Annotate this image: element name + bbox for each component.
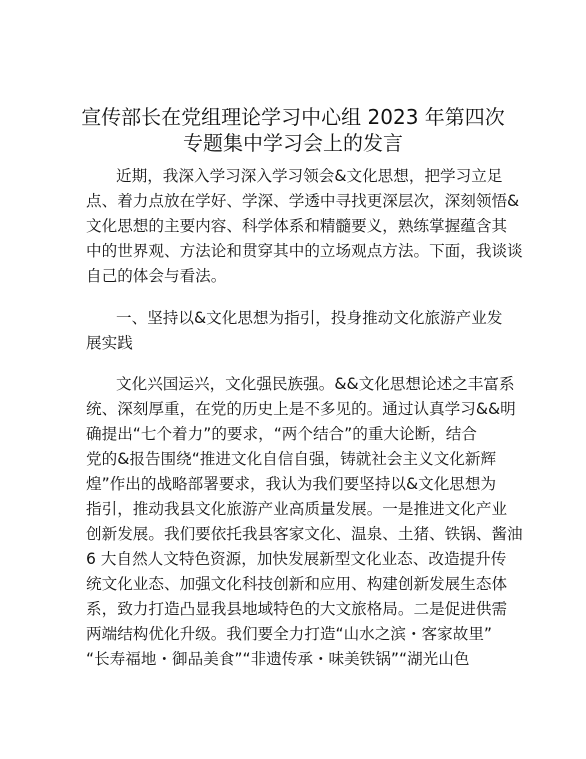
paragraph-3-line-11: 两端结构优化升级。我们要全力打造“山水之滨・客家故里” [86,625,493,643]
paragraph-1-line-1: 近期，我深入学习深入学习领会&文化思想，把学习立足 [116,167,503,185]
paragraph-1-line-5: 自己的体会与看法。 [86,267,227,285]
paragraph-3-line-5: 煌”作出的战略部署要求，我认为我们要坚持以&文化思想为 [86,475,497,493]
paragraph-1-line-2: 点、着力点放在学好、学深、学透中寻找更深层次，深刻领悟& [86,192,520,210]
document-title-line-1: 宣传部长在党组理论学习中心组 2023 年第四次 [81,105,505,129]
paragraph-3-line-10: 系，致力打造凸显我县地域特色的大文旅格局。二是促进供需 [86,600,508,618]
paragraph-3-line-12: “长寿福地・御品美食”“非遗传承・味美铁锅”“湖光山色 [86,650,470,668]
paragraph-3-line-4: 党的&报告围绕“推进文化自信自强，铸就社会主义文化新辉 [86,450,497,468]
document-title-line-2: 专题集中学习会上的发言 [183,131,403,155]
section-heading-line-1: 一、坚持以&文化思想为指引，投身推动文化旅游产业发 [116,309,503,327]
section-heading-line-2: 展实践 [86,334,133,352]
paragraph-3-line-2: 统、深刻厚重，在党的历史上是不多见的。通过认真学习&&明 [86,400,516,418]
paragraph-3-line-3: 确提出“七个着力”的要求，“两个结合”的重大论断，结合 [86,425,477,443]
paragraph-3-line-8: 6 大自然人文特色资源，加快发展新型文化业态、改造提升传 [86,550,507,568]
paragraph-3-line-9: 统文化业态、加强文化科技创新和应用、构建创新发展生态体 [86,575,508,593]
paragraph-3-line-6: 指引，推动我县文化旅游产业高质量发展。一是推进文化产业 [86,500,508,518]
paragraph-3-line-7: 创新发展。我们要依托我县客家文化、温泉、土猪、铁锅、酱油 [86,525,523,543]
paragraph-1-line-4: 中的世界观、方法论和贯穿其中的立场观点方法。下面，我谈谈 [86,242,523,260]
paragraph-1-line-3: 文化思想的主要内容、科学体系和精髓要义，熟练掌握蕴含其 [86,217,508,235]
paragraph-3-line-1: 文化兴国运兴，文化强民族强。&&文化思想论述之丰富系 [116,375,515,393]
